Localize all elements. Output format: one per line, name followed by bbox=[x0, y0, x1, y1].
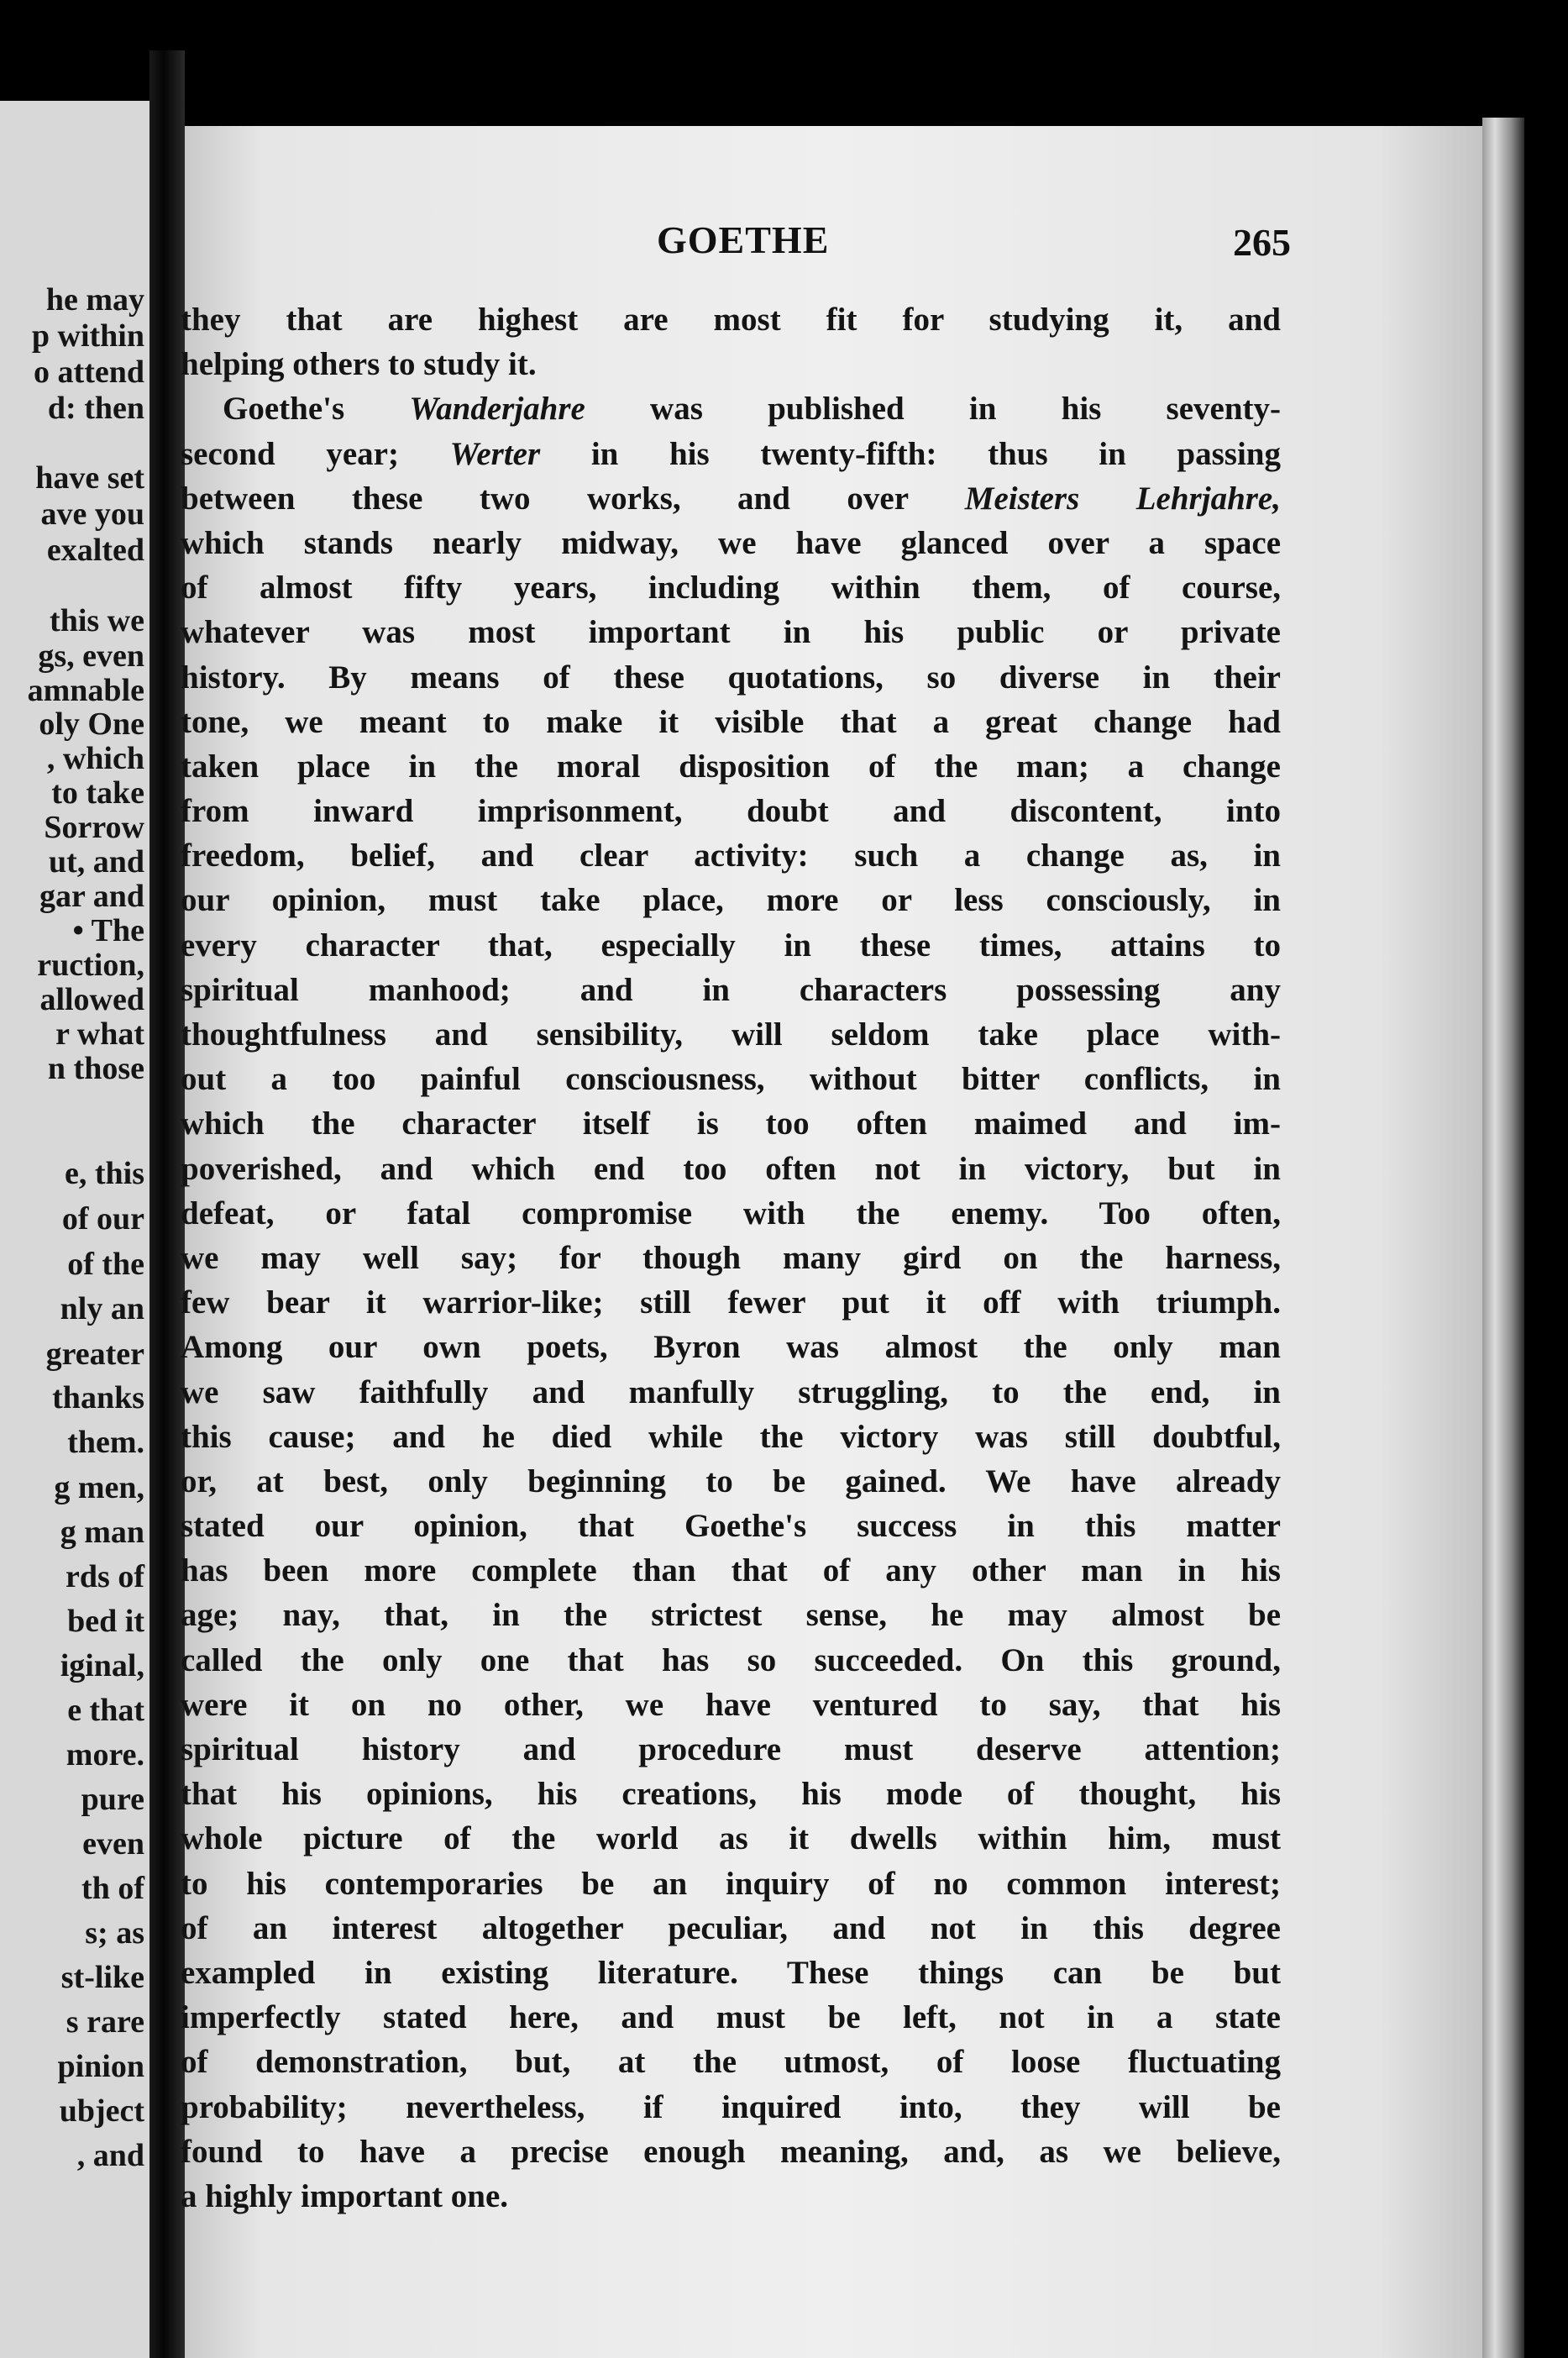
facing-page-line: n those bbox=[47, 1051, 144, 1086]
page-stack-edge bbox=[1482, 118, 1524, 2358]
text-line: tone, we meant to make it visible that a great change had bbox=[181, 703, 1281, 740]
facing-page-line: nly an bbox=[60, 1291, 144, 1326]
text-line: Among our own poets, Byron was almost the only man bbox=[181, 1329, 1281, 1366]
facing-page-line: to take bbox=[51, 775, 144, 811]
text-line: probability; nevertheless, if inquired into, they will be bbox=[181, 2088, 1281, 2125]
text-line: whole picture of the world as it dwells within him, must bbox=[181, 1820, 1281, 1857]
body-text bbox=[181, 297, 1281, 2219]
text-line: imperfectly stated here, and must be left, not in a state bbox=[181, 1999, 1281, 2036]
page-number: 265 bbox=[1233, 221, 1291, 264]
text-line: Goethe's Wanderjahre was published in his seventy- bbox=[223, 391, 1281, 428]
text-line: of an interest altogether peculiar, and not in this degree bbox=[181, 1909, 1281, 1946]
text-line: were it on no other, we have ventured to say, that his bbox=[181, 1686, 1281, 1723]
text-line: our opinion, must take place, more or less consciously, in bbox=[181, 882, 1281, 919]
facing-page-line: e that bbox=[67, 1693, 144, 1728]
facing-page-line: even bbox=[82, 1826, 144, 1862]
facing-page-line: th of bbox=[81, 1871, 144, 1906]
text-line: taken place in the moral disposition of the man; a change bbox=[181, 748, 1281, 785]
text-line: we may well say; for though many gird on the harness, bbox=[181, 1239, 1281, 1276]
text-line: helping others to study it. bbox=[181, 346, 537, 383]
facing-page-line: he may bbox=[45, 282, 144, 318]
text-line: age; nay, that, in the strictest sense, he may almost be bbox=[181, 1597, 1281, 1634]
text-line: which stands nearly midway, we have glanced over a space bbox=[181, 524, 1281, 561]
text-line: which the character itself is too often maimed and im- bbox=[181, 1105, 1281, 1142]
facing-page-line: ut, and bbox=[48, 844, 144, 880]
text-line: this cause; and he died while the victory was still doubtful, bbox=[181, 1418, 1281, 1455]
text-line: poverished, and which end too often not in victory, but in bbox=[181, 1150, 1281, 1187]
facing-page-line: g men, bbox=[54, 1470, 144, 1505]
text-line: thoughtfulness and sensibility, will seldom take place with- bbox=[181, 1016, 1281, 1053]
facing-page-line: gs, even bbox=[38, 638, 144, 674]
facing-page-line: thanks bbox=[52, 1380, 144, 1415]
facing-page-line: ruction, bbox=[37, 948, 144, 983]
facing-page-line: st-like bbox=[60, 1960, 144, 1995]
text-line: between these two works, and over Meisters Lehrjahre, bbox=[181, 480, 1281, 517]
running-head: GOETHE bbox=[657, 218, 830, 261]
facing-page-line: d: then bbox=[47, 391, 144, 426]
facing-page-line: allowed bbox=[39, 982, 144, 1017]
text-line: spiritual history and procedure must deserve attention; bbox=[181, 1731, 1281, 1767]
facing-page-line: pure bbox=[81, 1782, 144, 1817]
facing-page-line: iginal, bbox=[60, 1648, 144, 1683]
facing-page-line: exalted bbox=[46, 533, 144, 568]
text-line: every character that, especially in these times, attains to bbox=[181, 927, 1281, 964]
book-gutter bbox=[149, 50, 185, 2358]
facing-page-line: s rare bbox=[66, 2004, 144, 2040]
facing-page-line: pinion bbox=[57, 2049, 144, 2084]
facing-page-line: of the bbox=[67, 1247, 144, 1282]
facing-page-line: , and bbox=[76, 2138, 144, 2173]
facing-page-line: rds of bbox=[66, 1559, 144, 1594]
text-line: freedom, belief, and clear activity: such a change as, in bbox=[181, 838, 1281, 874]
text-line: second year; Werter in his twenty-fifth: thus in passing bbox=[181, 435, 1281, 472]
facing-page-line: greater bbox=[45, 1337, 144, 1372]
facing-page-line: o attend bbox=[34, 354, 144, 390]
text-line: stated our opinion, that Goethe's success in this matter bbox=[181, 1508, 1281, 1545]
facing-page-line: ubject bbox=[59, 2093, 144, 2129]
facing-page-line: g man bbox=[60, 1515, 144, 1550]
facing-page-fragment bbox=[0, 101, 149, 2358]
text-line: or, at best, only beginning to be gained. We have already bbox=[181, 1463, 1281, 1499]
text-line: that his opinions, his creations, his mode of thought, his bbox=[181, 1776, 1281, 1813]
facing-page-line: have set bbox=[35, 460, 144, 496]
facing-page-line: r what bbox=[55, 1016, 144, 1052]
text-line: we saw faithfully and manfully struggling, to the end, in bbox=[181, 1373, 1281, 1410]
facing-page-line: more. bbox=[66, 1737, 144, 1772]
facing-page-line: • The bbox=[72, 913, 144, 948]
facing-page-line: Sorrow bbox=[44, 810, 144, 845]
text-line: whatever was most important in his public or private bbox=[181, 614, 1281, 651]
text-line: called the only one that has so succeeded. On this ground, bbox=[181, 1641, 1281, 1678]
facing-page-line: s; as bbox=[85, 1915, 144, 1951]
text-line: has been more complete than that of any other man in his bbox=[181, 1552, 1281, 1589]
text-line: history. By means of these quotations, so diverse in their bbox=[181, 659, 1281, 696]
facing-page-line: , which bbox=[46, 741, 144, 776]
facing-page-line: bed it bbox=[67, 1604, 144, 1639]
text-line: a highly important one. bbox=[181, 2177, 509, 2214]
text-line: exampled in existing literature. These things can be but bbox=[181, 1954, 1281, 1991]
facing-page-line: e, this bbox=[65, 1156, 144, 1191]
text-line: of demonstration, but, at the utmost, of loose fluctuating bbox=[181, 2044, 1281, 2081]
text-line: out a too painful consciousness, without bitter conflicts, in bbox=[181, 1061, 1281, 1098]
text-line: found to have a precise enough meaning, and, as we believe, bbox=[181, 2133, 1281, 2170]
facing-page-line: amnable bbox=[27, 673, 144, 708]
text-line: to his contemporaries be an inquiry of no common interest; bbox=[181, 1865, 1281, 1902]
facing-page-line: them. bbox=[67, 1425, 144, 1460]
text-line: from inward imprisonment, doubt and discontent, into bbox=[181, 793, 1281, 830]
facing-page-line: oly One bbox=[39, 706, 144, 742]
book-page bbox=[181, 126, 1482, 2358]
facing-page-line: p within bbox=[31, 318, 144, 354]
facing-page-line: gar and bbox=[39, 879, 144, 914]
facing-page-line: this we bbox=[50, 603, 144, 638]
text-line: they that are highest are most fit for studying it, and bbox=[181, 302, 1281, 338]
text-line: few bear it warrior-like; still fewer put it off with triumph. bbox=[181, 1284, 1281, 1321]
text-line: of almost fifty years, including within them, of course, bbox=[181, 570, 1281, 607]
text-line: spiritual manhood; and in characters possessing any bbox=[181, 971, 1281, 1008]
text-line: defeat, or fatal compromise with the enemy. Too often, bbox=[181, 1195, 1281, 1232]
facing-page-line: of our bbox=[61, 1201, 144, 1237]
facing-page-line: ave you bbox=[40, 496, 144, 532]
